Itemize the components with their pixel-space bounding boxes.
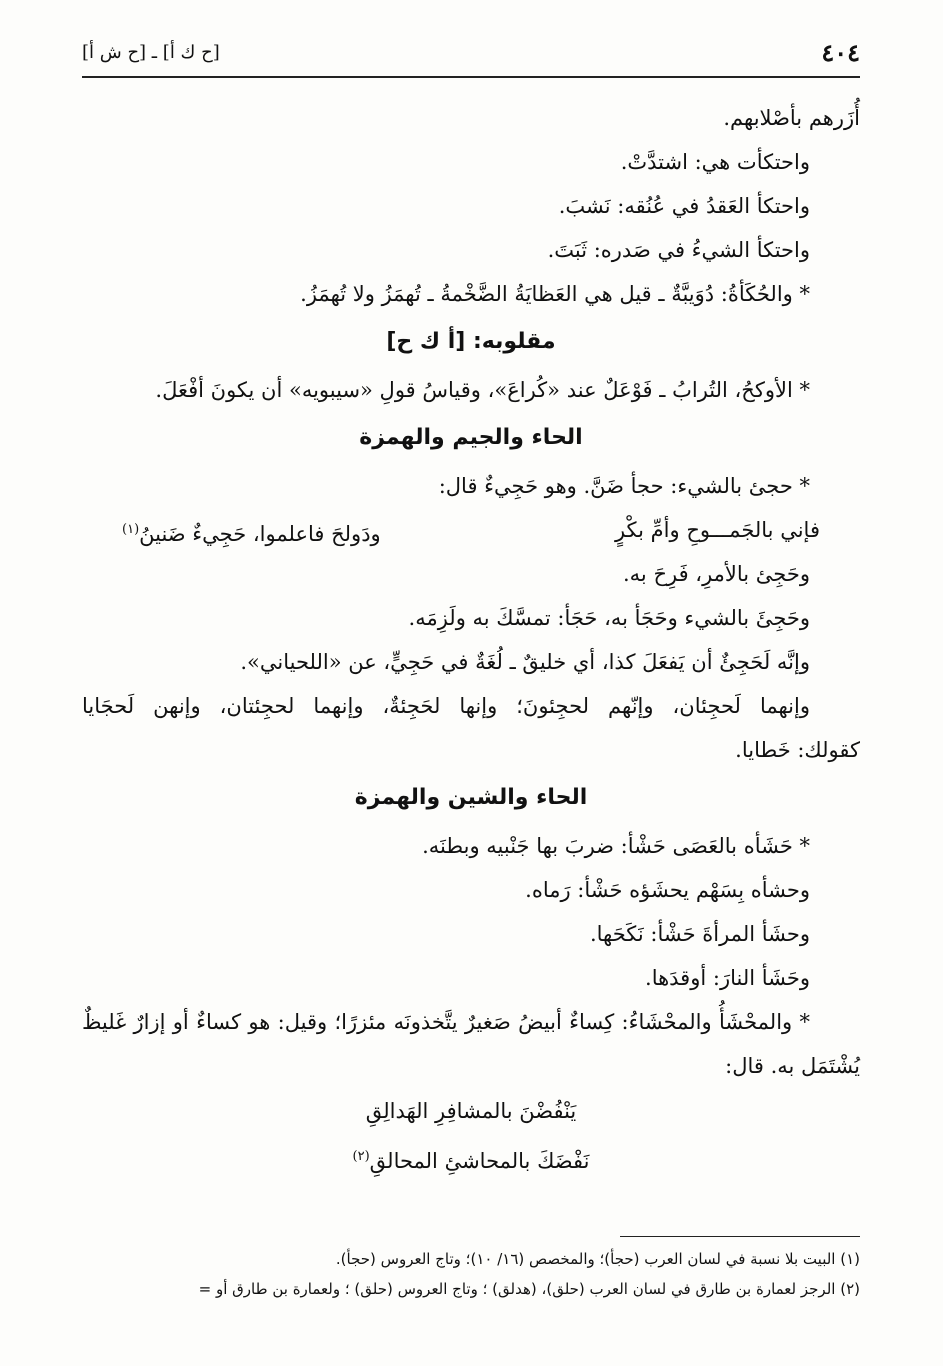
- text-line: وحشأه بِسَهْم يحشَؤه حَشْأ: رَماه.: [525, 878, 810, 902]
- verse-hemistich-first: فإني بالجَمـــوحِ وأمِّ بكْرٍ: [614, 518, 820, 542]
- text-line: وحَشَأ النارَ: أوقدَها.: [645, 966, 810, 990]
- section-heading: الحاء والشين والهمزة: [354, 785, 588, 810]
- text-line: يُشْتَمَل به. قال:: [725, 1054, 860, 1078]
- text-line: * حَشَأه بالعَصَى حَشْأ: ضربَ بها جَنْبيه وبطنَه.: [422, 834, 810, 858]
- running-title: [ح ك أ] ـ [ح ش أ]: [82, 42, 220, 63]
- footnote-marker: (١): [122, 522, 140, 537]
- footnote-marker: (٢): [352, 1149, 370, 1164]
- text-line: وحَجِئَ بالشيء وحَجَأ به، حَجَأ: تمسَّكَ به ولَزِمَه.: [408, 606, 810, 630]
- text-line: واحتكأ العَقدُ في عُنُقه: نَشبَ.: [558, 194, 810, 218]
- text-line: واحتكأ الشيءُ في صَدره: ثَبَتَ.: [547, 238, 810, 262]
- text-line: كقولك: خَطايا.: [735, 738, 860, 762]
- page: [82, 38, 860, 1338]
- text-line: وإنَّه لَحَجِئٌ أن يَفعَلَ كذا، أي خليقٌ ـ لُغَةٌ في حَجِيٍّ، عن «اللحياني».: [240, 650, 810, 674]
- footnote: (٢) الرجز لعمارة بن طارق في لسان العرب (حلق)، (هدلق) ؛ وتاج العروس (حلق) ؛ ولعمارة بن طارق أو =: [198, 1280, 860, 1298]
- footnote-rule: [620, 1236, 860, 1237]
- verse-line: [82, 508, 860, 552]
- text-line: وحَجِئ بالأمرِ، فَرِحَ به.: [622, 562, 810, 586]
- header-rule: [82, 76, 860, 78]
- text-line: وإنهما لَحجِئان، وإنّهم لحجِئونَ؛ وإنها لحَجِئةٌ، وإنهما لحجِئتان، وإنهن لَحجَايا: [82, 694, 810, 718]
- text-line: * حجئ بالشيء: حجأ ضَنَّ. وهو حَجِيءٌ قال:: [438, 474, 810, 498]
- page-body: [82, 96, 860, 1180]
- rajaz-line: نَفْضَكَ بالمحاشئِ المحالقِ$^{(٢)}$: [352, 1149, 590, 1173]
- text-line: * والحُكَأةُ: دُوَيبَّةٌ ـ قيل هي العَظايَةُ الضَّخْمةُ ـ تُهمَزُ ولا تُهمَزُ.: [300, 282, 810, 306]
- text-line: * والمحْشَأُ والمحْشَاءُ: كِساءٌ أبيضُ صَغيرٌ يتَّخذونَه مئزرًا؛ وقيل: هو كساءٌ أو إزارٌ غَليظٌ: [82, 1010, 810, 1034]
- text-line: وحشَأ المرأةَ حَشْأ: نَكَحَها.: [589, 922, 810, 946]
- text-line: أُزَرهم بأصْلابهم.: [723, 106, 860, 130]
- verse-hemistich-second: ودَولحَ فاعلموا، حَجِيءٌ ضَنينُ$^{(١)}$: [122, 522, 381, 546]
- page-number: ٤٠٤: [821, 38, 860, 67]
- section-heading: مقلوبه: [أ ك ح]: [386, 329, 556, 354]
- footnotes: [82, 1244, 860, 1304]
- text-line: واحتكأت هي: اشتدَّتْ.: [620, 150, 810, 174]
- footnote: (١) البيت بلا نسبة في لسان العرب (حجأ)؛ والمخصص (١٦/ ١٠)؛ وتاج العروس (حجأ).: [335, 1250, 860, 1268]
- page-header: [82, 38, 860, 70]
- text-line: * الأوكحُ، التُرابُ ـ فَوْعَلٌ عند «كُراعَ»، وقياسُ قولِ «سيبويه» أن يكونَ أفْعَلَ.: [155, 378, 810, 402]
- section-heading: الحاء والجيم والهمزة: [359, 425, 583, 450]
- rajaz-line: يَنْفُضْنَ بالمشافِرِ الهَدالِقِ: [365, 1099, 577, 1123]
